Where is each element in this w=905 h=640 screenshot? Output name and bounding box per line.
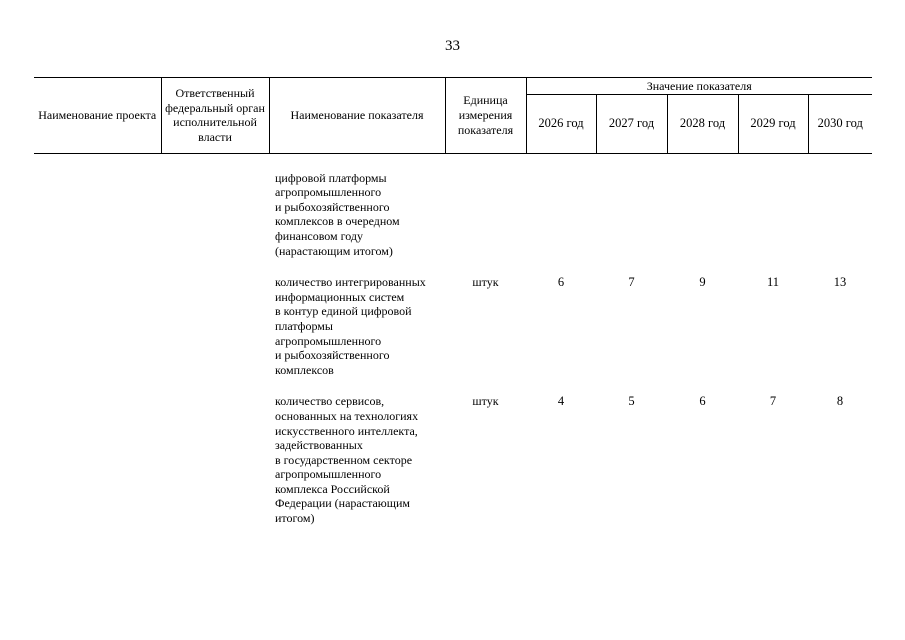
- header-unit: Единица измерения показателя: [445, 78, 526, 154]
- value-2028-cell: 9: [699, 275, 706, 290]
- indicator-line: цифровой платформы: [275, 170, 387, 185]
- indicator-name-cell: [269, 153, 445, 258]
- value-2029-cell: 7: [769, 394, 777, 409]
- value-2030-cell: 8: [836, 394, 844, 409]
- unit-cell: штук: [472, 394, 499, 409]
- indicator-line: количество сервисов,: [275, 394, 385, 409]
- indicator-line: искусственного интеллекта,: [275, 423, 418, 438]
- header-values-group: Значение показателя: [526, 78, 872, 95]
- value-2028-cell: 6: [699, 394, 706, 409]
- indicator-line: итогом): [275, 511, 315, 526]
- responsible-body-cell: [161, 377, 269, 525]
- value-2030-cell: 13: [833, 275, 847, 290]
- header-year-2028: 2028 год: [667, 94, 738, 153]
- header-year-2029: 2029 год: [738, 94, 808, 153]
- indicator-name-cell: [269, 377, 445, 525]
- indicator-line: (нарастающим итогом): [275, 243, 393, 258]
- responsible-body-cell: [161, 258, 269, 377]
- indicator-line: в государственном секторе: [275, 452, 413, 467]
- table-row: [34, 153, 872, 258]
- indicator-name-cell: [269, 258, 445, 377]
- value-2026-cell: [526, 153, 596, 258]
- table-row: [34, 377, 872, 525]
- indicator-line: агропромышленного: [275, 185, 382, 200]
- value-2027-cell: 7: [628, 275, 635, 290]
- header-year-2030: 2030 год: [808, 94, 872, 153]
- indicator-line: информационных систем: [275, 289, 405, 304]
- value-2027-cell: [596, 153, 667, 258]
- responsible-body-cell: [161, 153, 269, 258]
- value-2026-cell: 6: [557, 275, 565, 290]
- indicator-line: финансовом году: [275, 228, 364, 243]
- indicator-line: агропромышленного: [275, 333, 382, 348]
- indicator-line: в контур единой цифровой: [275, 304, 412, 319]
- value-2026-cell: 4: [557, 394, 565, 409]
- indicator-line: комплексов: [275, 362, 334, 377]
- indicator-line: и рыбохозяйственного: [275, 348, 390, 363]
- value-2027-cell: 5: [628, 394, 635, 409]
- table-header: [34, 78, 872, 154]
- indicator-line: количество интегрированных: [275, 275, 426, 290]
- indicator-line: Федерации (нарастающим: [275, 496, 411, 511]
- project-name-cell: [34, 377, 161, 525]
- unit-cell: штук: [472, 275, 499, 290]
- table-row: [34, 258, 872, 377]
- indicator-line: комплексов в очередном: [275, 214, 400, 229]
- indicator-line: задействованных: [275, 438, 363, 453]
- value-2028-cell: [667, 153, 738, 258]
- page-number: 33: [445, 38, 460, 54]
- indicators-table: [34, 77, 872, 526]
- header-project-name: Наименование проекта: [34, 78, 161, 154]
- value-2029-cell: [738, 153, 808, 258]
- value-2030-cell: [808, 153, 872, 258]
- header-indicator-name: Наименование показателя: [269, 78, 445, 154]
- unit-cell: [445, 153, 526, 258]
- indicator-line: основанных на технологиях: [275, 408, 419, 423]
- table-body: [34, 153, 872, 526]
- indicator-line: платформы: [275, 318, 333, 333]
- value-2029-cell: 11: [766, 275, 780, 290]
- header-year-2027: 2027 год: [596, 94, 667, 153]
- header-year-2026: 2026 год: [526, 94, 596, 153]
- indicator-line: агропромышленного: [275, 467, 382, 482]
- project-name-cell: [34, 258, 161, 377]
- indicator-line: и рыбохозяйственного: [275, 199, 390, 214]
- project-name-cell: [34, 153, 161, 258]
- indicator-line: комплекса Российской: [275, 481, 390, 496]
- header-responsible-body: Ответственный федеральный орган исполнительной власти: [161, 78, 269, 154]
